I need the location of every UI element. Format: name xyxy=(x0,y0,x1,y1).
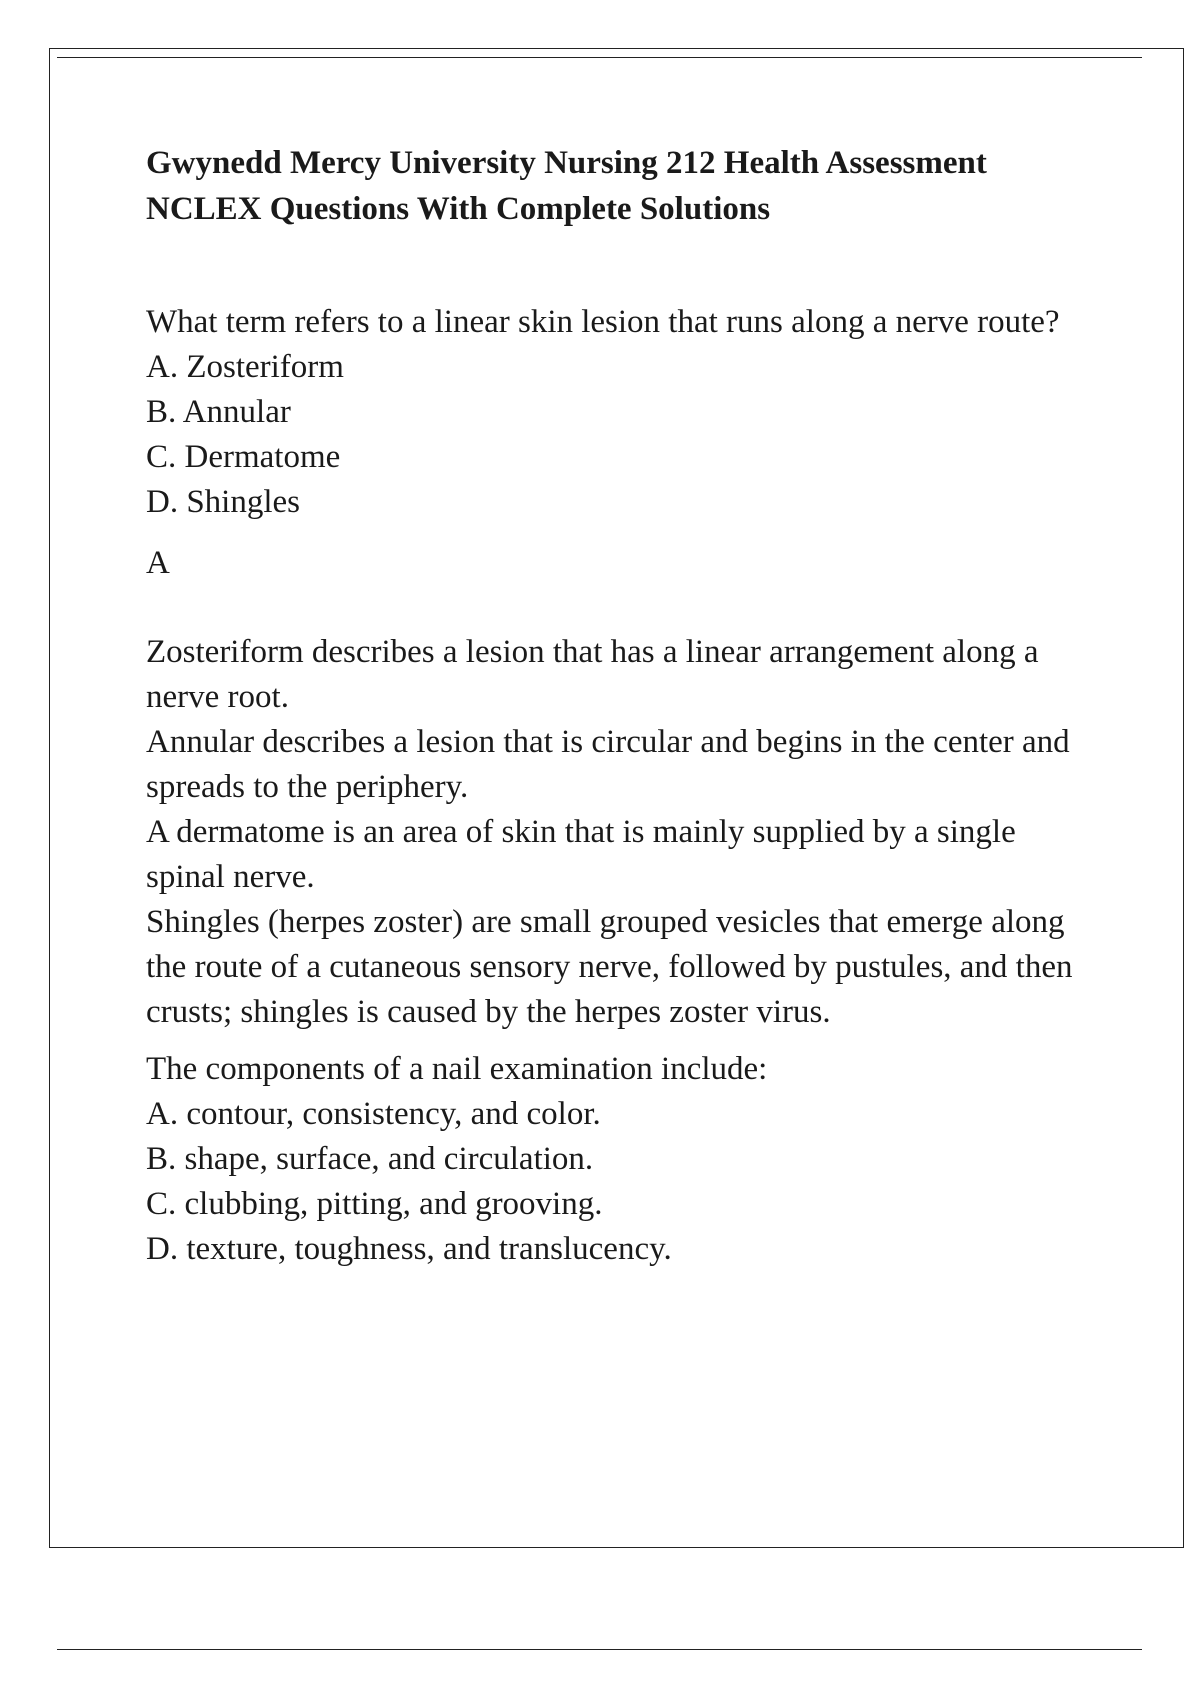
explanation-annular: Annular describes a lesion that is circular and begins in the center and spreads to the periphery. xyxy=(146,724,1070,805)
question-2-option-a: A. contour, consistency, and color. xyxy=(146,1096,601,1132)
question-2-option-b: B. shape, surface, and circulation. xyxy=(146,1141,594,1177)
explanation-zosteriform: Zosteriform describes a lesion that has a linear arrangement along a nerve root. xyxy=(146,634,1039,715)
question-1-stem: What term refers to a linear skin lesion that runs along a nerve route? xyxy=(146,304,1060,340)
document-title: Gwynedd Mercy University Nursing 212 Health Assessment NCLEX Questions With Complete Solutions xyxy=(146,145,987,227)
explanation-shingles: Shingles (herpes zoster) are small grouped vesicles that emerge along the route of a cutaneous sensory nerve, followed by pustules, and then crusts; shingles is caused by the herpes zoster virus. xyxy=(146,904,1073,1030)
question-1 xyxy=(146,300,1096,1035)
question-1-option-a: A. Zosteriform xyxy=(146,349,344,385)
bottom-rule xyxy=(57,1649,1142,1650)
document-body xyxy=(146,140,1096,1272)
question-1-option-d: D. Shingles xyxy=(146,484,301,520)
question-1-answer: A xyxy=(146,545,170,581)
question-2-options xyxy=(146,1092,1096,1272)
question-1-explanations xyxy=(146,630,1096,1035)
top-rule xyxy=(57,57,1142,58)
question-1-options xyxy=(146,345,1096,525)
question-2-option-c: C. clubbing, pitting, and grooving. xyxy=(146,1186,603,1222)
question-2 xyxy=(146,1047,1096,1272)
explanation-dermatome: A dermatome is an area of skin that is mainly supplied by a single spinal nerve. xyxy=(146,814,1016,895)
question-1-option-c: C. Dermatome xyxy=(146,439,341,475)
question-1-option-b: B. Annular xyxy=(146,394,291,430)
question-2-stem: The components of a nail examination include: xyxy=(146,1051,768,1087)
question-2-option-d: D. texture, toughness, and translucency. xyxy=(146,1231,672,1267)
